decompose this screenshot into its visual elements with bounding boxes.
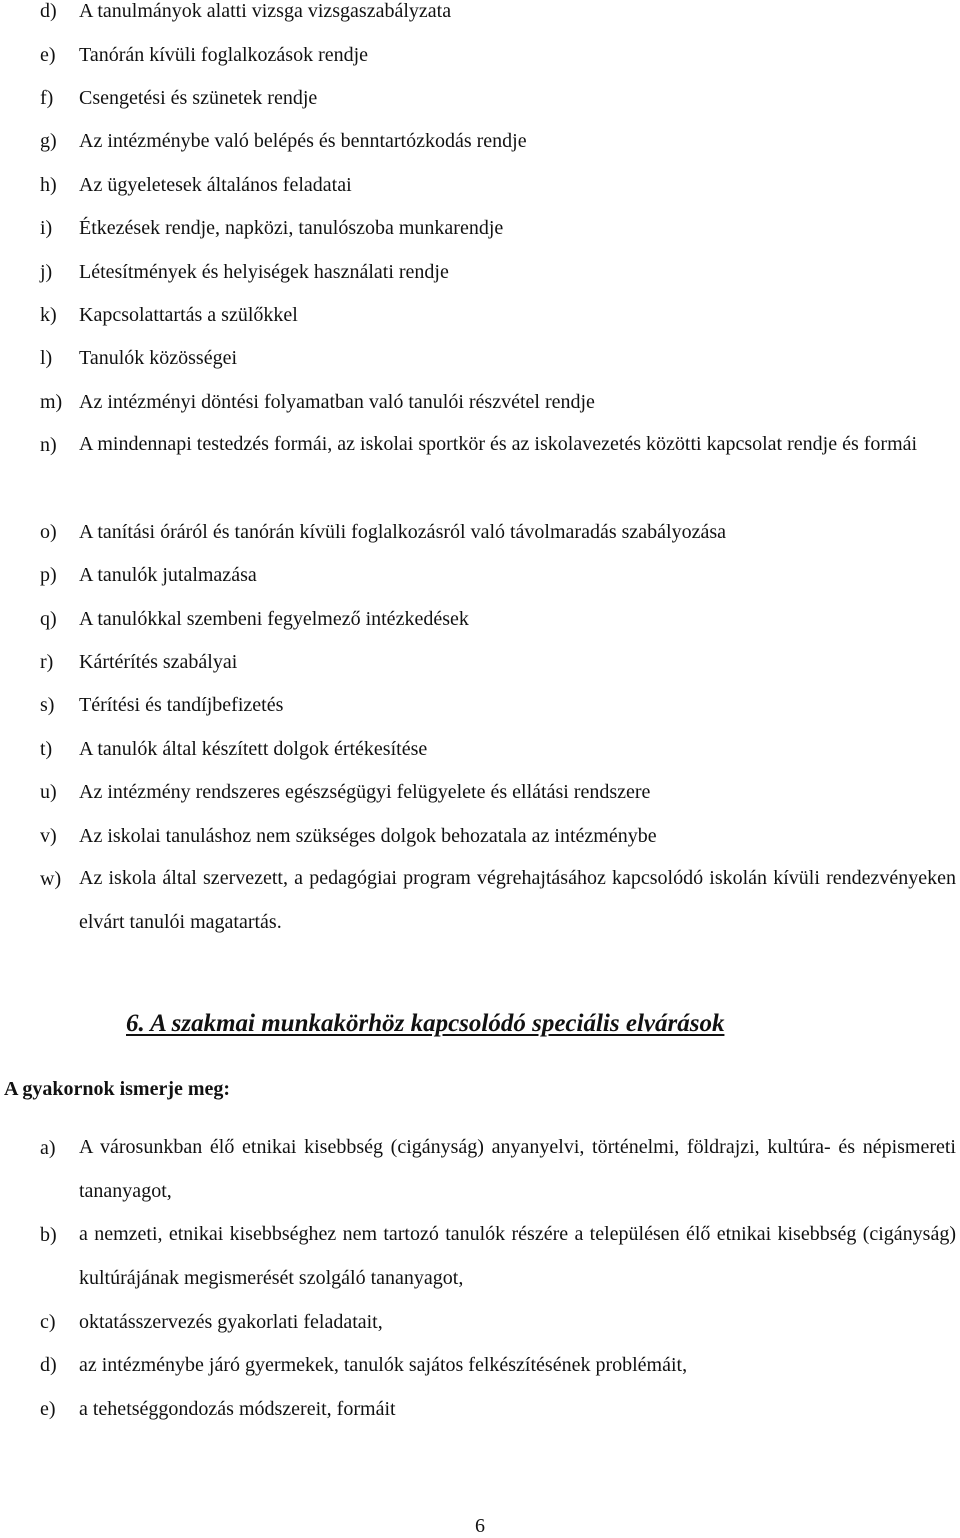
list-item-text: Csengetési és szünetek rendje — [79, 87, 318, 109]
section-heading: 6. A szakmai munkakörhöz kapcsolódó speciális elvárások — [126, 1010, 725, 1037]
list-marker: a) — [40, 1137, 56, 1159]
list-marker: e) — [40, 1398, 56, 1420]
list-marker: u) — [40, 781, 57, 803]
list-item-text: A tanulók által készített dolgok értékesítése — [79, 738, 428, 760]
list-item-text: Tanulók közösségei — [79, 347, 238, 369]
list-item-text: A tanítási óráról és tanórán kívüli foglalkozásról való távolmaradás szabályozása — [79, 521, 727, 543]
list-item-text: Az intézménybe való belépés és benntartózkodás rendje — [79, 130, 527, 152]
list-marker: r) — [40, 651, 54, 673]
list-marker: h) — [40, 174, 57, 196]
list-item-text: Tanórán kívüli foglalkozások rendje — [79, 44, 369, 66]
list-marker: d) — [40, 0, 57, 22]
list-marker: g) — [40, 130, 57, 152]
list-marker: o) — [40, 521, 57, 543]
list-marker: d) — [40, 1354, 57, 1376]
list-item-text: Az iskolai tanuláshoz nem szükséges dolgok behozatala az intézménybe — [79, 825, 657, 847]
list-item-text: a nemzeti, etnikai kisebbséghez nem tartozó tanulók részére a településen élő etnikai kisebbség (cigányság) kultúrájának megismerését szolgáló tananyagot, — [79, 1223, 956, 1289]
list-item-text: A mindennapi testedzés formái, az iskolai sportkör és az iskolavezetés közötti kapcsolat rendje és formái — [79, 433, 918, 455]
list-item-text: Kártérítés szabályai — [79, 651, 238, 673]
list-marker: s) — [40, 694, 55, 716]
list-marker: e) — [40, 44, 56, 66]
list-item-text: Kapcsolattartás a szülőkkel — [79, 304, 298, 326]
list-item-text: A tanulók jutalmazása — [79, 564, 257, 586]
list-item-text: az intézménybe járó gyermekek, tanulók sajátos felkészítésének problémáit, — [79, 1354, 688, 1376]
list-item-text: A tanulmányok alatti vizsga vizsgaszabályzata — [79, 0, 452, 22]
list-marker: f) — [40, 87, 54, 109]
list-marker: t) — [40, 738, 53, 760]
list-marker: n) — [40, 434, 57, 456]
list-marker: l) — [40, 347, 53, 369]
list-marker: p) — [40, 564, 57, 586]
list-marker: w) — [40, 868, 62, 890]
list-marker: k) — [40, 304, 57, 326]
list-marker: b) — [40, 1224, 57, 1246]
list-item-text: Étkezések rendje, napközi, tanulószoba munkarendje — [79, 217, 504, 239]
list-item-text: Az iskola által szervezett, a pedagógiai program végrehajtásához kapcsolódó iskolán kívüli rendezvényeken elvárt tanulói magatartás. — [79, 867, 956, 933]
list-item-text: Az intézményi döntési folyamatban való tanulói részvétel rendje — [79, 391, 595, 413]
list-item-text: A tanulókkal szembeni fegyelmező intézkedések — [79, 608, 469, 630]
list-item-text: Az intézmény rendszeres egészségügyi felügyelete és ellátási rendszere — [79, 781, 651, 803]
list-item-text: oktatásszervezés gyakorlati feladatait, — [79, 1311, 383, 1333]
list-marker: m) — [40, 391, 63, 413]
list-item-text: Térítési és tandíjbefizetés — [79, 694, 284, 716]
list-item-text: Létesítmények és helyiségek használati rendje — [79, 261, 449, 283]
list-marker: i) — [40, 217, 53, 239]
list-item-text: A városunkban élő etnikai kisebbség (cigányság) anyanyelvi, történelmi, földrajzi, kultúra- és népismereti tananyagot, — [79, 1136, 956, 1202]
subheading: A gyakornok ismerje meg: — [4, 1078, 231, 1100]
list-marker: q) — [40, 608, 57, 630]
list-item-text: a tehetséggondozás módszereit, formáit — [79, 1398, 396, 1420]
list-marker: v) — [40, 825, 57, 847]
list-marker: c) — [40, 1311, 56, 1333]
page-number: 6 — [475, 1515, 485, 1537]
list-item-text: Az ügyeletesek általános feladatai — [79, 174, 352, 196]
list-marker: j) — [40, 261, 53, 283]
